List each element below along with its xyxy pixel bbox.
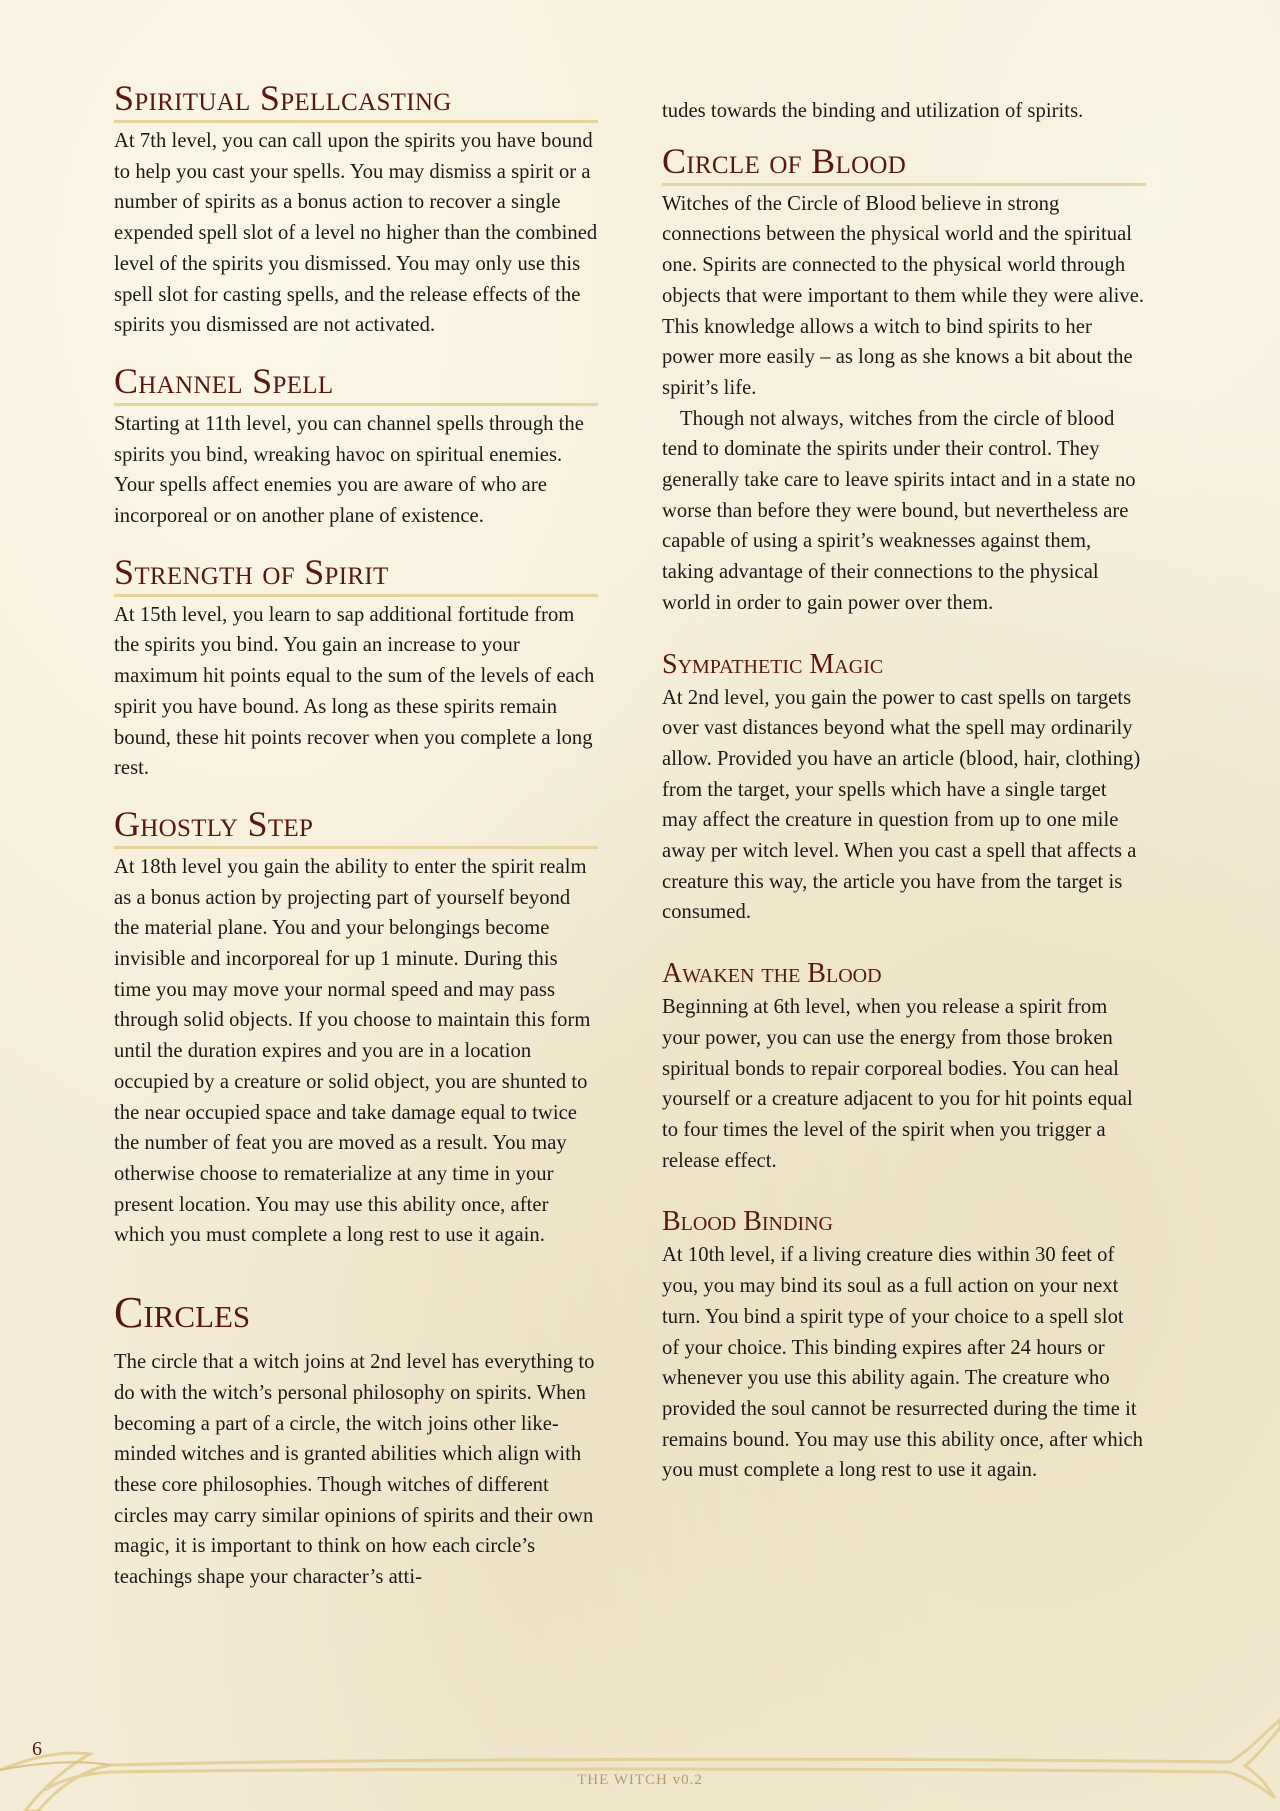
paragraph-strength-of-spirit: At 15th level, you learn to sap additional fortitude from the spirits you bind. You gain an increase to your maximum hit points equal to the sum of the levels of each spirit you have bound. As long as these spirits remain bound, these hit points recover when you complete a long rest.: [114, 603, 595, 780]
paragraph-sympathetic-magic: At 2nd level, you gain the power to cast spells on targets over vast distances beyond what the spell may ordinarily allow. Provided you have an article (blood, hair, clothing) from the target, your spells which have a single target may affect the creature in question from up to one mile away per witch level. When you cast a spell that affects a creature this way, the article you have from the target is consumed.: [662, 686, 1141, 924]
paragraph-circle-of-blood-2: Though not always, witches from the circle of blood tend to dominate the spirits under their control. They generally take care to leave spirits intact and in a state no worse than before they were bound, but nevertheless are capable of using a spirit’s weaknesses against them, taking advantage of their connections to the physical world in order to gain power over them.: [662, 407, 1136, 614]
left-column: [114, 78, 598, 1593]
heading-strength-of-spirit: Strength of Spirit: [114, 552, 598, 597]
paragraph-ghostly-step: At 18th level you gain the ability to enter the spirit realm as a bonus action by projecting part of yourself beyond the material plane. You and your belongings become invisible and incorporeal for up 1 minute. During this time you may move your normal speed and may pass through solid objects. If you choose to maintain this form until the duration expires and you are in a location occupied by a creature or solid object, you are shunted to the near occupied space and take damage equal to twice the number of feat you are moved as a result. You may otherwise choose to rematerialize at any time in your present location. You may use this ability once, after which you must complete a long rest to use it again.: [114, 855, 591, 1247]
heading-spiritual-spellcasting: Spiritual Spellcasting: [114, 78, 598, 123]
paragraph-circles-continued: tudes towards the binding and utilization of spirits.: [662, 100, 1084, 122]
paragraph-spiritual-spellcasting: At 7th level, you can call upon the spirits you have bound to help you cast your spells. You may dismiss a spirit or a number of spirits as a bonus action to recover a single expended spell slot of a level no higher than the combined level of the spirits you dismissed. You may only use this spell slot for casting spells, and the release effects of the spirits you dismissed are not activated.: [114, 130, 598, 337]
paragraph-blood-binding: At 10th level, if a living creature dies within 30 feet of you, you may bind its soul as a full action on your next turn. You bind a spirit type of your choice to a spell slot of your choice. This binding expires after 24 hours or whenever you use this ability again. The creature who provided the soul cannot be resurrected during the time it remains bound. You may use this ability once, after which you must complete a long rest to use it again.: [662, 1244, 1143, 1482]
heading-blood-binding: Blood Binding: [662, 1206, 833, 1238]
footer-ornament: [0, 1710, 1280, 1811]
heading-ghostly-step: Ghostly Step: [114, 804, 598, 849]
paragraph-awaken-the-blood: Beginning at 6th level, when you release a spirit from your power, you can use the energy from those broken spiritual bonds to repair corporeal bodies. You can heal yourself or a creature adjacent to you for hit points equal to four times the level of the spirit when you trigger a release effect.: [662, 996, 1133, 1172]
paragraph-channel-spell: Starting at 11th level, you can channel spells through the spirits you bind, wreaking havoc on spiritual enemies. Your spells affect enemies you are aware of who are incorporeal or on another plane of existence.: [114, 412, 584, 528]
heading-circles: Circles: [114, 1288, 251, 1338]
heading-awaken-the-blood: Awaken the Blood: [662, 958, 882, 990]
paragraph-circles: The circle that a witch joins at 2nd level has everything to do with the witch’s personal philosophy on spirits. When becoming a part of a circle, the witch joins other like-minded witches and is granted abilities which align with these core philosophies. Though witches of different circles may carry similar opinions of spirits and their own magic, it is important to think on how each circle’s teachings shape your character’s atti-: [114, 1351, 595, 1589]
heading-channel-spell: Channel Spell: [114, 361, 598, 406]
page-number: 6: [32, 1738, 42, 1760]
heading-circle-of-blood: Circle of Blood: [662, 141, 1146, 186]
paragraph-circle-of-blood-1: Witches of the Circle of Blood believe in strong connections between the physical world and the spiritual one. Spirits are connected to the physical world through objects that were important to them while they were alive. This knowledge allows a witch to bind spirits to her power more easily – as long as she knows a bit about the spirit’s life.: [662, 192, 1145, 399]
heading-sympathetic-magic: Sympathetic Magic: [662, 648, 884, 680]
right-column: [662, 96, 1146, 1486]
footer-title: THE WITCH v0.2: [577, 1772, 703, 1788]
